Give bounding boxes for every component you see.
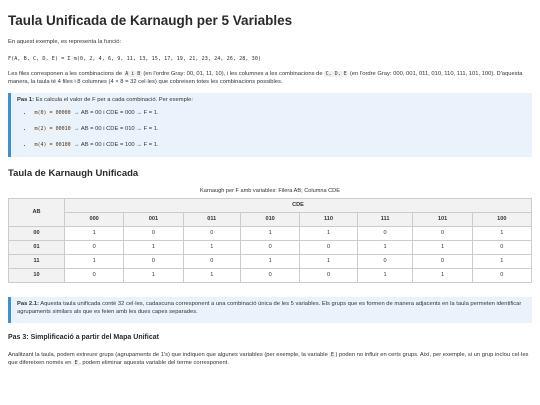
table-cell: 0 [124, 226, 183, 240]
table-cell: 1 [357, 268, 413, 282]
function-formula: F(A, B, C, D, E) = Σ m(0, 2, 4, 6, 9, 11, 13, 15, 17, 19, 21, 23, 24, 26, 28, 30) [8, 56, 261, 62]
table-cell: 0 [300, 268, 357, 282]
table-row [9, 254, 532, 268]
table-cell: 1 [357, 240, 413, 254]
column-label: 010 [241, 212, 300, 226]
step3-title: Pas 3: Simplificació a partir del Mapa Unificat [8, 334, 159, 342]
description-paragraph: Les files corresponen a les combinacions de A i B (en l'ordre Gray: 00, 01, 11, 10), i les columnes a les combinacions de C, D, E (en l'ordre Gray: 000, 001, 011, 010, 110, 111, 101, 100). D'aquesta manera, la taula té 4 files i 8 columnes (4 × 8 = 32 cel·les) que cobreixen totes les combinacions possibles. [8, 71, 523, 85]
table-cell: 0 [472, 268, 531, 282]
column-label: 101 [413, 212, 472, 226]
inline-code-e: E [330, 351, 334, 358]
table-row [9, 268, 532, 282]
table-cell: 0 [300, 240, 357, 254]
karnaugh-table [8, 198, 532, 283]
table-cell: 0 [241, 268, 300, 282]
intro-text: En aquest exemple, es representa la funció: [8, 39, 122, 46]
row-header-ab: AB [9, 198, 65, 226]
column-label: 011 [183, 212, 240, 226]
table-cell: 0 [357, 254, 413, 268]
table-cell: 1 [241, 254, 300, 268]
table-cell: 1 [413, 240, 472, 254]
table-row [9, 226, 532, 240]
table-cell: 0 [357, 226, 413, 240]
step1-callout [8, 93, 532, 157]
table-cell: 1 [65, 226, 124, 240]
step1-examples-list [17, 110, 526, 149]
column-label: 100 [472, 212, 531, 226]
table-cell: 0 [124, 254, 183, 268]
table-cell: 1 [124, 268, 183, 282]
inline-code-ab: A i B [125, 71, 141, 78]
table-cell: 1 [183, 268, 240, 282]
table-cell: 1 [472, 254, 531, 268]
table-cell: 0 [413, 254, 472, 268]
column-label: 001 [124, 212, 183, 226]
example-item: • m(0) = 00000 → AB = 00 i CDE = 000 → F = 1. [33, 110, 526, 118]
table-cell: 1 [300, 254, 357, 268]
final-paragraph: Analitzant la taula, podem extreure grups (agrupaments de 1's) que indiquen que algunes variables (per exemple, la variable E ) poden no influir en certs grups. Així, per exemple, si un grup inclou cel·les que difereixen només en E , podem eliminar aquesta variable del terme corresponent. [8, 351, 529, 366]
table-cell: 0 [65, 240, 124, 254]
example-item: • m(4) = 00100 → AB = 00 i CDE = 100 → F = 1. [33, 142, 526, 150]
table-cell: 1 [65, 254, 124, 268]
table-cell: 1 [124, 240, 183, 254]
inline-code-cde: C, D, E [325, 71, 347, 78]
table-cell: 1 [413, 268, 472, 282]
example-item: • m(2) = 00010 → AB = 00 i CDE = 010 → F = 1. [33, 126, 526, 134]
table-cell: 0 [183, 254, 240, 268]
table-cell: 0 [241, 240, 300, 254]
section-title: Taula de Karnaugh Unificada [8, 167, 139, 179]
step2-1-text: Aquesta taula unificada conté 32 cel·les, cadascuna corresponent a una combinació única de les 5 variables. Els grups que es formen de manera adjacents en la taula permeten identificar agrupaments similars als que es feien amb les dues capes separades. [17, 300, 522, 315]
step2-1-callout [8, 297, 532, 324]
column-label: 111 [357, 212, 413, 226]
step2-1-label: Pas 2.1: [17, 300, 39, 307]
row-label: 00 [9, 226, 65, 240]
column-label: 110 [300, 212, 357, 226]
col-header-cde: CDE [65, 198, 532, 212]
table-cell: 1 [300, 226, 357, 240]
table-cell: 0 [413, 226, 472, 240]
row-label: 01 [9, 240, 65, 254]
table-row [9, 240, 532, 254]
column-labels-row [9, 212, 532, 226]
table-cell: 0 [183, 226, 240, 240]
table-cell: 1 [241, 226, 300, 240]
row-label: 10 [9, 268, 65, 282]
table-cell: 1 [183, 240, 240, 254]
step1-text: Es calcula el valor de F per a cada combinació. Per exemple: [34, 96, 193, 103]
table-cell: 1 [472, 226, 531, 240]
inline-code-e: E [74, 359, 78, 366]
page-title: Taula Unificada de Karnaugh per 5 Variables [8, 13, 293, 28]
table-cell: 0 [65, 268, 124, 282]
row-label: 11 [9, 254, 65, 268]
step1-label: Pas 1: [17, 96, 35, 103]
table-cell: 0 [472, 240, 531, 254]
column-label: 000 [65, 212, 124, 226]
table-caption: Karnaugh per F amb variables: Filera AB; Columna CDE [200, 188, 340, 195]
